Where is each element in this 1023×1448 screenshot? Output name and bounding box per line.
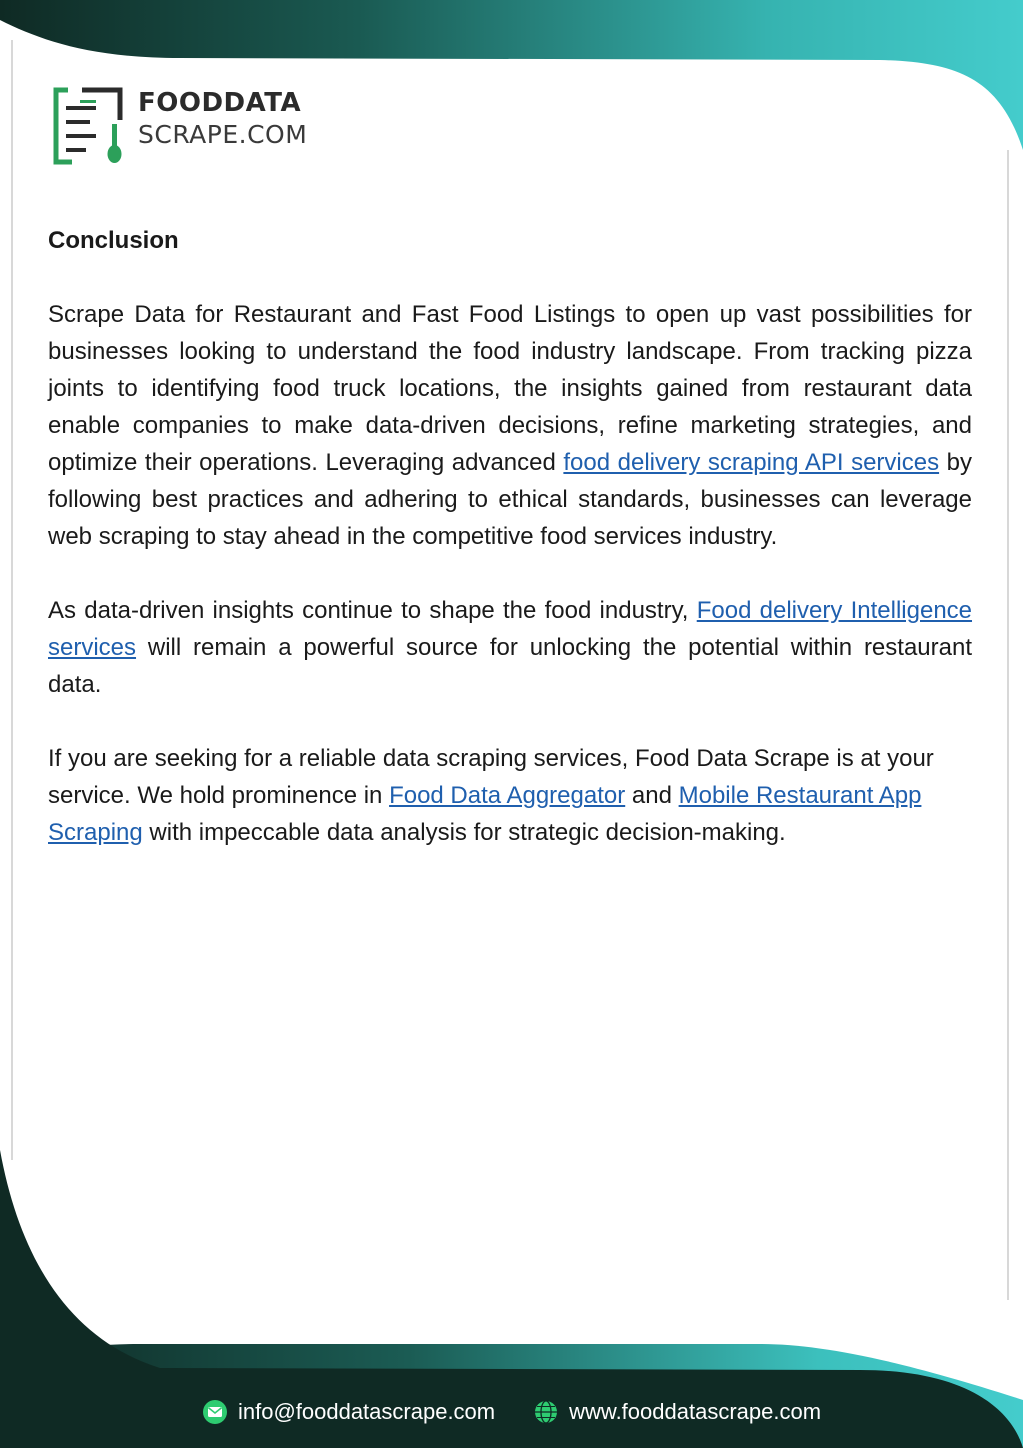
paragraph-1-text-end: by following best practices and adhering to ethical standards, businesses can leverage web scraping to stay ahead in the competitive food services industry. (48, 449, 972, 550)
logo-icon (52, 86, 128, 166)
paragraph-1 (48, 296, 972, 555)
paragraph-3-text-start: If you are seeking for a reliable data scraping services, Food Data Scrape is at your service. We hold prominence in (48, 745, 934, 809)
company-logo (52, 86, 342, 170)
footer-email[interactable] (202, 1399, 495, 1425)
link-mobile-restaurant-app-scraping[interactable]: Mobile Restaurant App Scraping (48, 782, 922, 846)
globe-icon (533, 1399, 559, 1425)
footer-email-text[interactable]: info@fooddatascrape.com (237, 1399, 496, 1424)
link-food-delivery-scraping-api[interactable]: food delivery scraping API services (563, 449, 940, 476)
link-food-data-aggregator[interactable]: Food Data Aggregator (389, 782, 626, 809)
footer-contact-bar (0, 1392, 1023, 1432)
email-icon (202, 1399, 228, 1425)
section-heading: Conclusion (48, 227, 179, 254)
paragraph-2-text-end: will remain a powerful source for unlocking the potential within restaurant data. (48, 634, 972, 698)
footer-website[interactable] (533, 1399, 821, 1425)
footer-website-text[interactable]: www.fooddatascrape.com (569, 1399, 822, 1424)
paragraph-1-text-start: Scrape Data for Restaurant and Fast Food Listings to open up vast possibilities for businesses looking to understand the food industry landscape. From tracking pizza joints to identifying food truck locations, the insights gained from restaurant data enable companies to make data-driven decisions, refine marketing strategies, and optimize their operations. Leveraging advanced (48, 301, 972, 476)
paragraph-3-text-middle: and (625, 782, 679, 809)
logo-text-primary: FOODDATA (138, 88, 302, 118)
document-body (48, 222, 972, 888)
link-food-delivery-intelligence[interactable]: Food delivery Intelligence services (48, 597, 973, 661)
paragraph-2 (48, 592, 972, 703)
paragraph-2-text-start: As data-driven insights continue to shape the food industry, (48, 597, 697, 624)
logo-text-secondary: SCRAPE.COM (138, 120, 308, 149)
paragraph-3 (48, 740, 972, 851)
paragraph-3-text-end: with impeccable data analysis for strategic decision-making. (142, 819, 786, 846)
